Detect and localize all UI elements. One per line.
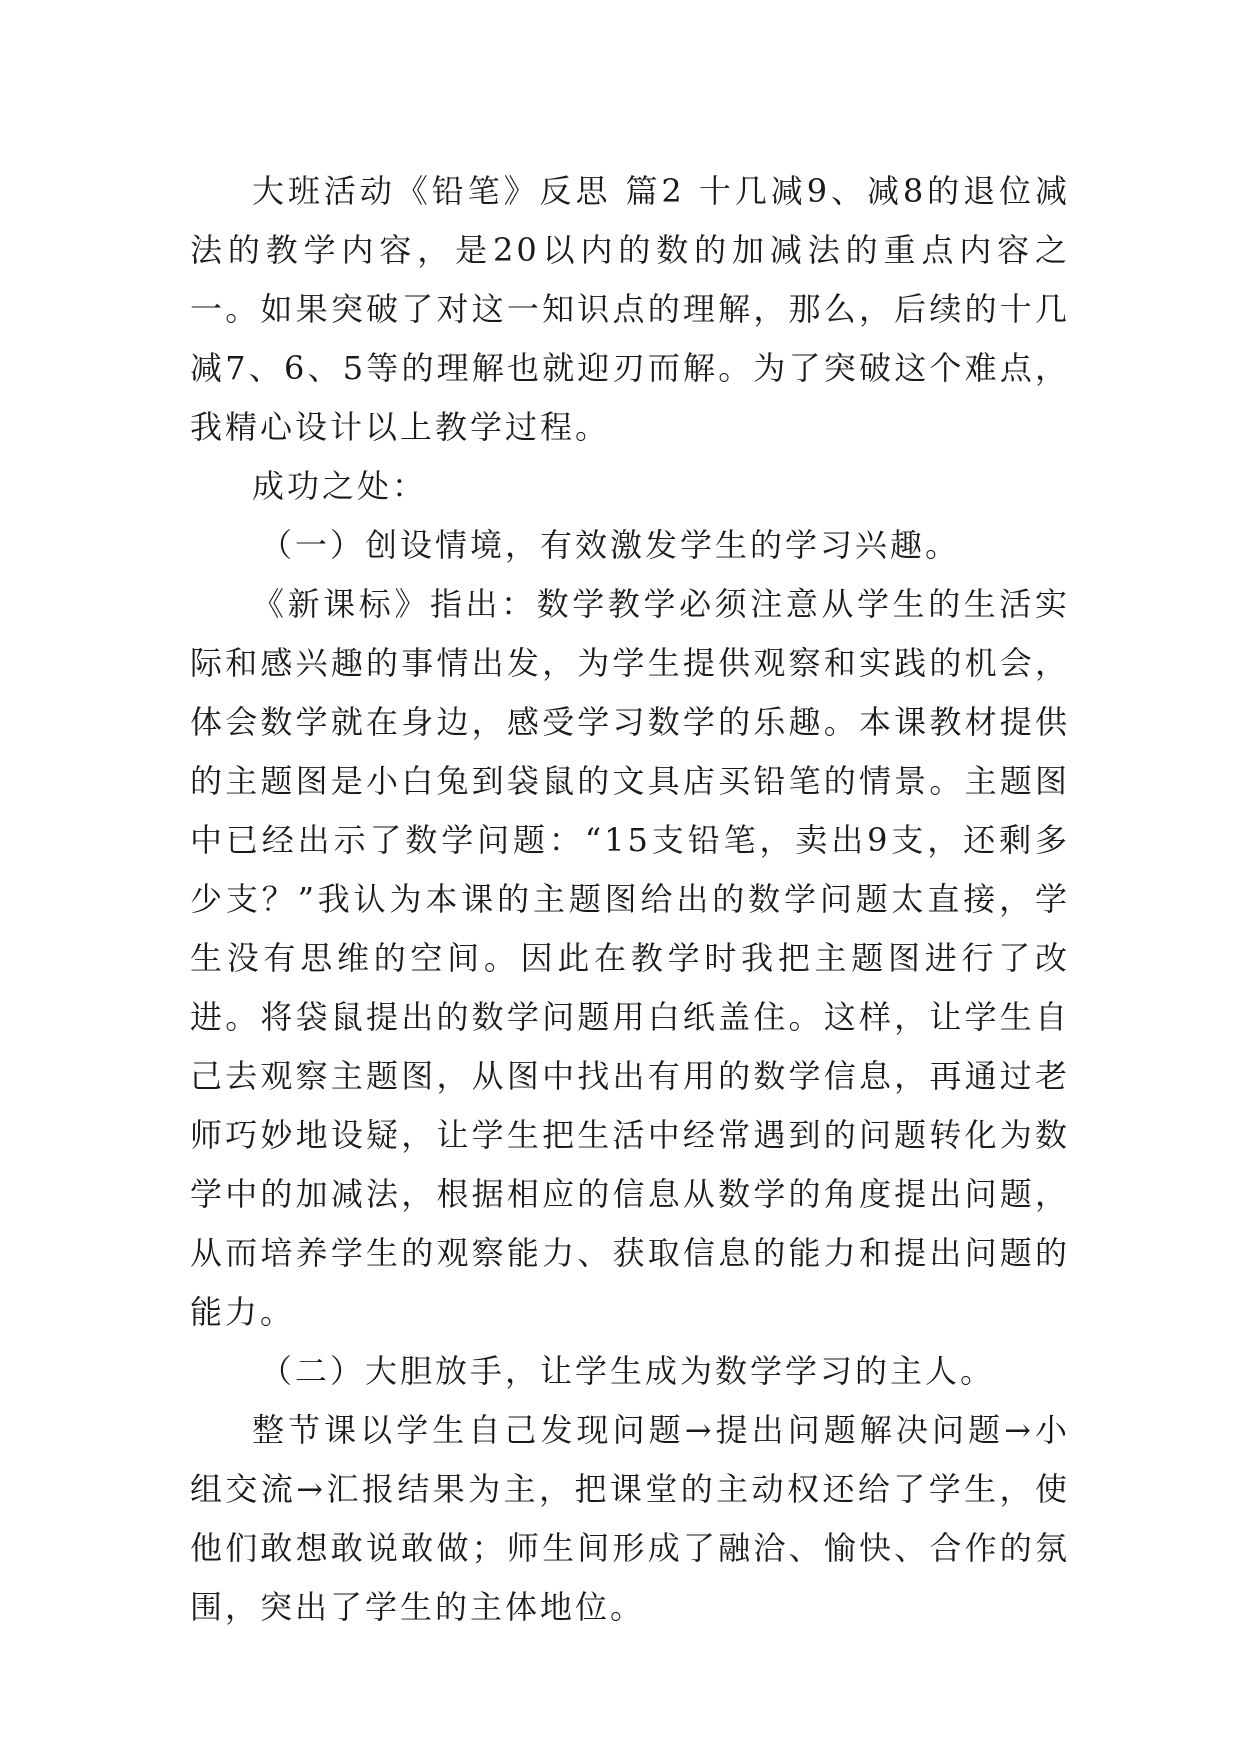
success-heading: 成功之处： <box>252 467 428 505</box>
section-one-paragraph: 《新课标》指出：数学教学必须注意从学生的生活实际和感兴趣的事情出发，为学生提供观察和实践的机会，体会数学就在身边，感受学习数学的乐趣。本课教材提供的主题图是小白兔到袋鼠的文具店买铅笔的情景。主题图中已经出示了数学问题：“15支铅笔，卖出9支，还剩多少支？”我认为本课的主题图给出的数学问题太直接，学生没有思维的空间。因此在教学时我把主题图进行了改进。将袋鼠提出的数学问题用白纸盖住。这样，让学生自己去观察主题图，从图中找出有用的数学信息，再通过老师巧妙地设疑，让学生把生活中经常遇到的问题转化为数学中的加减法，根据相应的信息从数学的角度提出问题，从而培养学生的观察能力、获取信息的能力和提出问题的能力。 <box>190 585 1070 1331</box>
section-one-heading: （一）创设情境，有效激发学生的学习兴趣。 <box>260 526 961 564</box>
section-two-paragraph: 整节课以学生自己发现问题→提出问题解决问题→小组交流→汇报结果为主，把课堂的主动权还给了学生，使他们敢想敢说敢做；师生间形成了融洽、愉快、合作的氛围，突出了学生的主体地位。 <box>190 1411 1070 1626</box>
section-two-heading: （二）大胆放手，让学生成为数学学习的主人。 <box>260 1352 996 1390</box>
intro-paragraph: 大班活动《铅笔》反思 篇2 十几减9、减8的退位减法的教学内容，是20以内的数的加减法的重点内容之一。如果突破了对这一知识点的理解，那么，后续的十几减7、6、5等的理解也就迎刃而解。为了突破这个难点，我精心设计以上教学过程。 <box>190 172 1070 446</box>
document-body <box>190 162 1070 1637</box>
